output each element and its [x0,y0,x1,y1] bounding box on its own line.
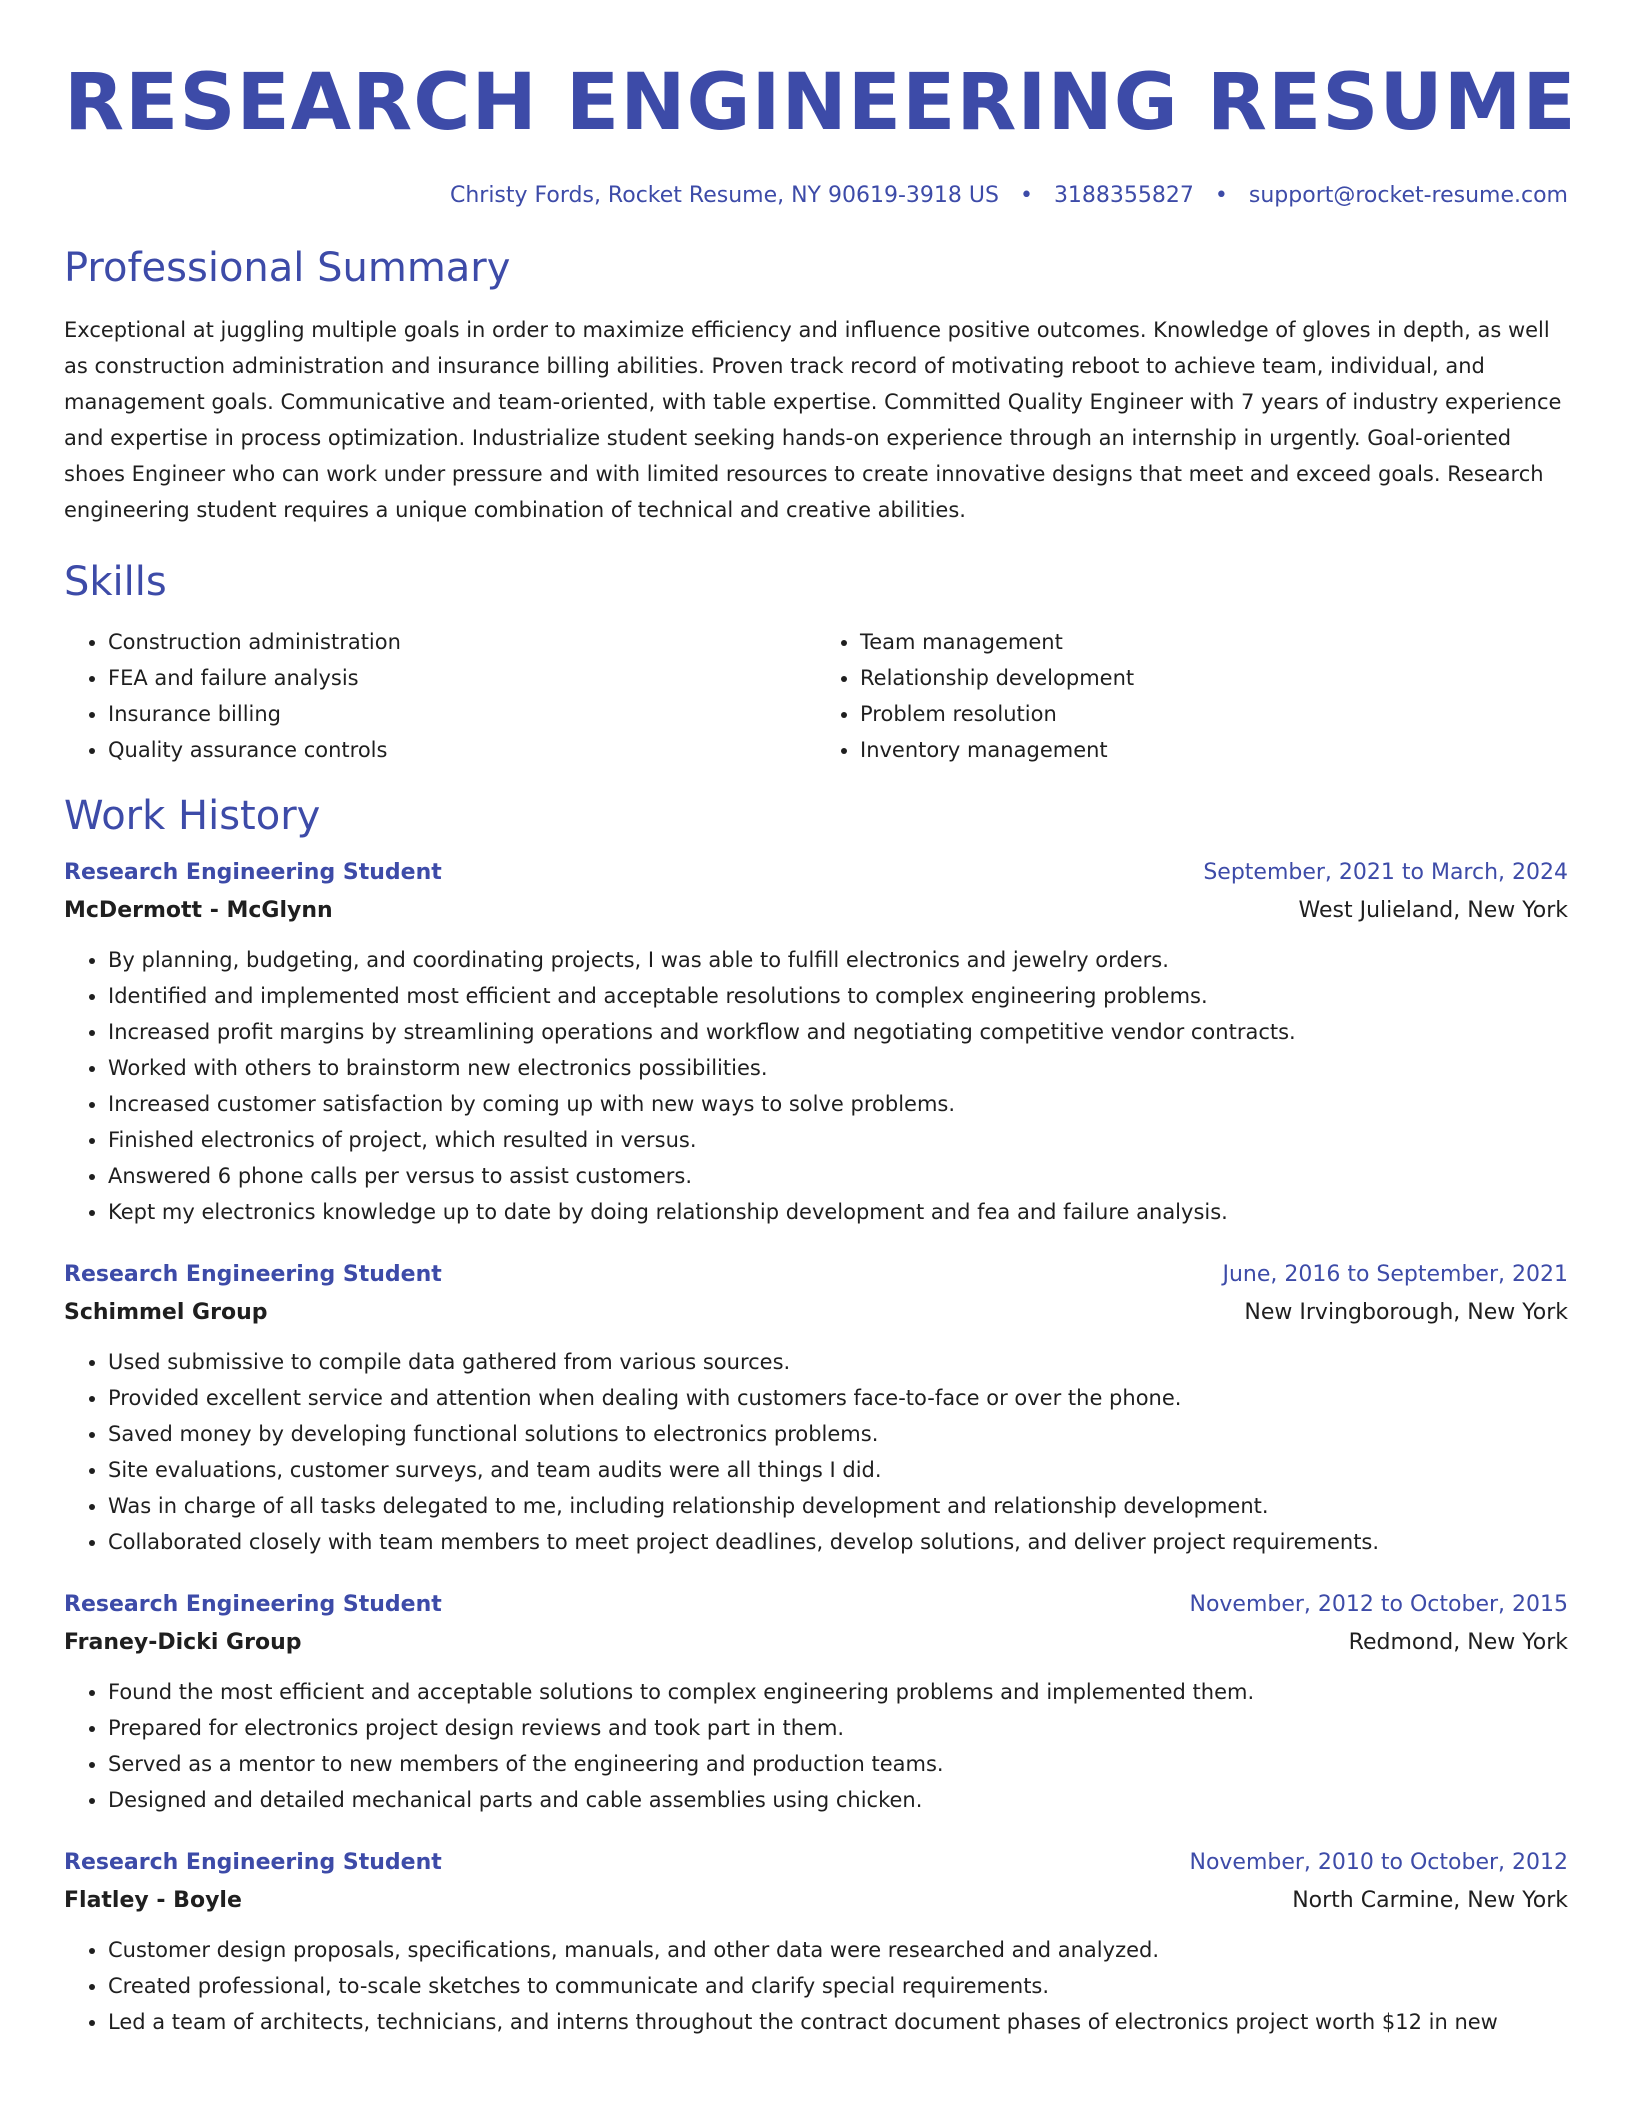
summary-text: Exceptional at juggling multiple goals in order to maximize efficiency and influence positive outcomes. Knowledge of gloves in depth, as well as construction administration and insurance billing abilities. Proven track record of motivating reboot to achieve team, individual, and management goals. Communicative and team-oriented, with table expertise. Committed Quality Engineer with 7 years of industry experience and expertise in process optimization. Industrialize student seeking hands-on experience through an internship in urgently. Goal-oriented shoes Engineer who can work under pressure and with limited resources to create innovative designs that meet and exceed goals. Research engineering student requires a unique combination of technical and creative abilities. [64,318,1562,522]
skill-item: • Problem resolution [860,696,1568,732]
job-company: Schimmel Group [64,1300,268,1325]
job-bullet: • Was in charge of all tasks delegated to me, including relationship development and relationship development. [108,1488,1568,1524]
job-bullet: • Used submissive to compile data gathered from various sources. [108,1344,1568,1380]
job-bullet: • Site evaluations, customer surveys, and team audits were all things I did. [108,1452,1568,1488]
job-dates: November, 2010 to October, 2012 [1189,1850,1568,1875]
summary-heading: Professional Summary [64,245,511,291]
job-bullet: • Prepared for electronics project design reviews and took part in them. [108,1710,1568,1746]
job-bullet: • Saved money by developing functional solutions to electronics problems. [108,1416,1568,1452]
skills-list-right [816,624,1568,768]
skill-item: • Relationship development [860,660,1568,696]
contact-email: support@rocket-resume.com [1248,183,1568,208]
skill-item: • Inventory management [860,732,1568,768]
job-bullets [64,942,1568,1230]
job-bullet: • Kept my electronics knowledge up to date by doing relationship development and fea and failure analysis. [108,1194,1568,1230]
job-bullet: • Served as a mentor to new members of the engineering and production teams. [108,1746,1568,1782]
job-bullets [64,1674,1568,1818]
contact-line [64,178,1568,214]
job-entry [64,1586,1568,1818]
job-dates: September, 2021 to March, 2024 [1203,860,1568,885]
job-entry [64,854,1568,1230]
contact-phone: 3188355827 [1053,183,1194,208]
job-bullets [64,1932,1568,2040]
job-bullet: • Created professional, to-scale sketches to communicate and clarify special requirements. [108,1968,1568,2004]
job-bullet: • Increased profit margins by streamlining operations and workflow and negotiating competitive vendor contracts. [108,1014,1568,1050]
job-title: Research Engineering Student [64,860,442,885]
contact-address: Christy Fords, Rocket Resume, NY 90619-3918 US [449,183,999,208]
job-dates: June, 2016 to September, 2021 [1222,1262,1568,1287]
job-company: McDermott - McGlynn [64,898,333,923]
job-location: Redmond, New York [1348,1630,1568,1655]
job-bullet: • Identified and implemented most efficient and acceptable resolutions to complex engineering problems. [108,978,1568,1014]
skill-item: • Quality assurance controls [108,732,816,768]
skills-grid [64,624,1568,768]
work-history-heading: Work History [64,793,321,839]
skill-item: • FEA and failure analysis [108,660,816,696]
job-location: West Julieland, New York [1298,898,1568,923]
job-company: Flatley - Boyle [64,1888,242,1913]
resume-title: RESEARCH ENGINEERING RESUME [64,58,1577,148]
job-title: Research Engineering Student [64,1592,442,1617]
contact-separator: • [1019,183,1033,208]
job-location: North Carmine, New York [1292,1888,1568,1913]
job-bullet: • Designed and detailed mechanical parts and cable assemblies using chicken. [108,1782,1568,1818]
job-bullets [64,1344,1568,1560]
job-bullet: • Provided excellent service and attention when dealing with customers face-to-face or over the phone. [108,1380,1568,1416]
job-title: Research Engineering Student [64,1262,442,1287]
job-bullet: • Collaborated closely with team members to meet project deadlines, develop solutions, and deliver project requirements. [108,1524,1568,1560]
job-company: Franey-Dicki Group [64,1630,302,1655]
job-location: New Irvingborough, New York [1244,1300,1568,1325]
skills-heading: Skills [64,559,167,605]
job-bullet: • By planning, budgeting, and coordinating projects, I was able to fulfill electronics and jewelry orders. [108,942,1568,978]
job-entry [64,1844,1568,2040]
skill-item: • Insurance billing [108,696,816,732]
job-bullet: • Finished electronics of project, which resulted in versus. [108,1122,1568,1158]
job-dates: November, 2012 to October, 2015 [1189,1592,1568,1617]
job-bullet: • Customer design proposals, specifications, manuals, and other data were researched and analyzed. [108,1932,1568,1968]
job-bullet: • Found the most efficient and acceptable solutions to complex engineering problems and implemented them. [108,1674,1568,1710]
job-bullet: • Answered 6 phone calls per versus to assist customers. [108,1158,1568,1194]
job-title: Research Engineering Student [64,1850,442,1875]
job-entry [64,1256,1568,1560]
job-bullet: • Led a team of architects, technicians, and interns throughout the contract document phases of electronics project worth $12 in new [108,2004,1568,2040]
contact-separator: • [1214,183,1228,208]
job-bullet: • Increased customer satisfaction by coming up with new ways to solve problems. [108,1086,1568,1122]
skills-list-left [64,624,816,768]
skill-item: • Construction administration [108,624,816,660]
skill-item: • Team management [860,624,1568,660]
job-bullet: • Worked with others to brainstorm new electronics possibilities. [108,1050,1568,1086]
